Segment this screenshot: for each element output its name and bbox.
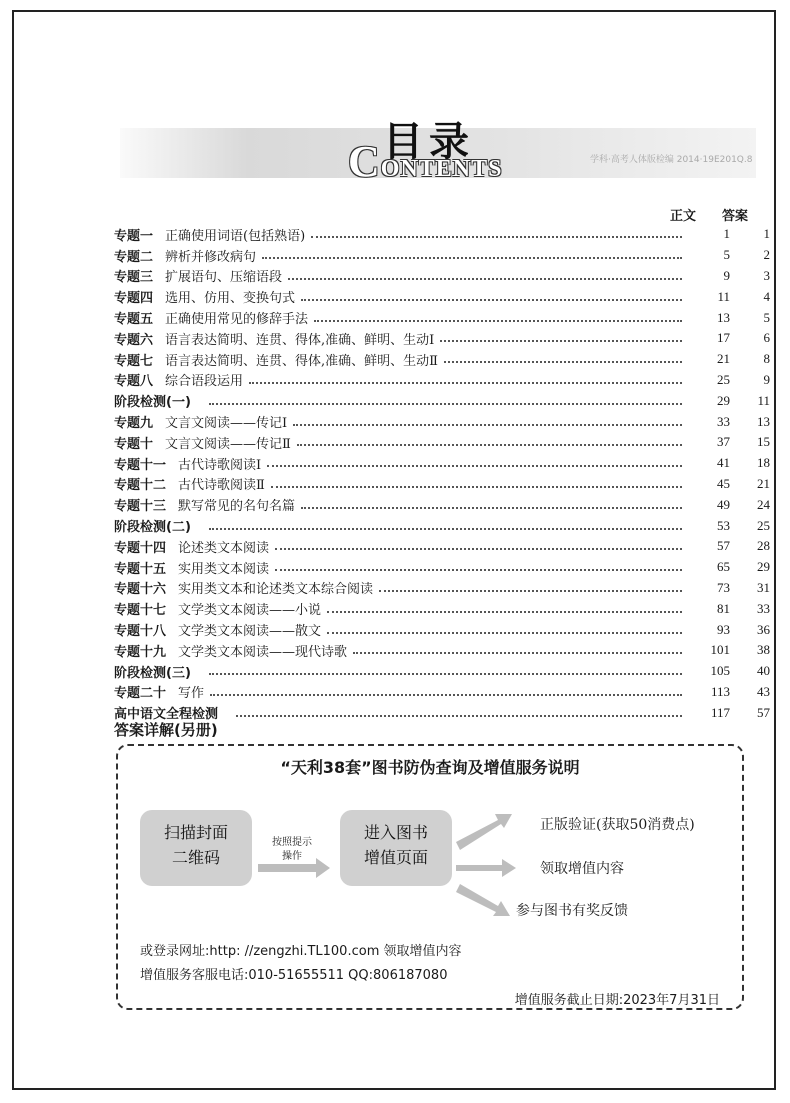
arrow-right-icon [258, 858, 330, 878]
toc-entry-answer-page: 2 [763, 247, 770, 263]
toc-entry-number: 专题一 [114, 228, 154, 244]
scan-step-line: 二维码 [171, 848, 220, 867]
leader-dots [301, 299, 682, 301]
leader-dots [209, 673, 682, 675]
leader-dots [209, 528, 682, 530]
toc-row [114, 245, 770, 266]
leader-dots [209, 403, 682, 405]
toc-row [114, 661, 770, 682]
leader-dots [293, 424, 682, 426]
column-head-main: 正文 [670, 209, 697, 224]
toc-entry-answer-page: 13 [757, 413, 770, 429]
toc-entry-title: 正确使用常见的修辞手法 [165, 312, 309, 328]
toc-entry-answer-page: 31 [757, 579, 770, 595]
toc-entry-answer-page: 38 [757, 642, 770, 658]
toc-row [114, 474, 770, 495]
toc-row [114, 682, 770, 703]
toc-entry-title: 综合语段运用 [165, 374, 244, 390]
toc-entry-answer-page: 24 [757, 496, 770, 512]
toc-entry-title: 实用类文本和论述类文本综合阅读 [178, 582, 374, 598]
toc-row [114, 432, 770, 453]
toc-entry-number: 阶段检测(三) [114, 665, 191, 681]
toc-entry-answer-page: 40 [757, 663, 770, 679]
toc-entry-number: 专题十二 [114, 478, 167, 494]
toc-entry-number: 专题十八 [114, 624, 167, 640]
leader-dots [262, 257, 682, 259]
toc-row [114, 328, 770, 349]
toc-entry-number: 专题二十 [114, 686, 167, 702]
leader-dots [311, 236, 682, 238]
toc-entry-number: 专题三 [114, 270, 154, 286]
toc-entry-number: 专题八 [114, 374, 154, 390]
toc-entry-page: 65 [717, 559, 730, 575]
leader-dots [275, 548, 682, 550]
toc-row [114, 453, 770, 474]
toc-entry-answer-page: 33 [757, 600, 770, 616]
toc-row [114, 619, 770, 640]
toc-entry-title: 扩展语句、压缩语段 [165, 270, 283, 286]
deadline-line: 增值服务截止日期:2023年7月31日 [514, 993, 720, 1008]
toc-entry-page: 57 [717, 538, 730, 554]
toc-entry-answer-page: 9 [763, 371, 770, 387]
hint-line: 按照提示 [272, 837, 312, 848]
enter-step-line: 进入图书 [363, 823, 428, 842]
toc-row [114, 536, 770, 557]
toc-entry-title: 写作 [178, 686, 205, 702]
toc-entry-answer-page: 43 [757, 683, 770, 699]
toc-entry-page: 117 [710, 704, 730, 720]
arrow-up-right-icon [456, 814, 512, 850]
page-subtitle [348, 136, 502, 187]
leader-dots [210, 694, 682, 696]
toc-row [114, 494, 770, 515]
toc-entry-title: 辨析并修改病句 [165, 249, 257, 265]
toc-row [114, 266, 770, 287]
option-feedback: 参与图书有奖反馈 [516, 903, 628, 919]
leader-dots [444, 361, 682, 363]
enter-step-line: 增值页面 [363, 848, 428, 867]
leader-dots [271, 486, 682, 488]
hotline-line: 增值服务客服电话:010-51655511 QQ:806187080 [140, 968, 448, 983]
column-head-answer: 答案 [722, 209, 749, 224]
toc-row [114, 224, 770, 245]
leader-dots [249, 382, 682, 384]
toc-entry-page: 25 [717, 371, 730, 387]
website-line: 或登录网址:http: //zengzhi.TL100.com 领取增值内容 [140, 944, 462, 959]
toc-entry-number: 专题二 [114, 249, 154, 265]
toc-entry-page: 41 [717, 455, 730, 471]
toc-entry-title: 选用、仿用、变换句式 [165, 291, 296, 307]
toc-entry-number: 专题十五 [114, 561, 167, 577]
page-title: 目录 [383, 119, 475, 165]
toc-row [114, 370, 770, 391]
toc-entry-page: 73 [717, 579, 730, 595]
leader-dots [275, 569, 682, 571]
toc-entry-page: 9 [723, 267, 730, 283]
toc-entry-answer-page: 25 [757, 517, 770, 533]
toc-entry-answer-page: 28 [757, 538, 770, 554]
leader-dots [301, 507, 682, 509]
toc-entry-title: 文学类文本阅读——散文 [178, 624, 322, 640]
toc-entry-page: 5 [723, 247, 730, 263]
toc-entry-answer-page: 57 [757, 704, 770, 720]
toc-entry-answer-page: 8 [763, 351, 770, 367]
toc-entry-title: 古代诗歌阅读Ⅱ [178, 478, 265, 494]
toc-entry-page: 21 [717, 351, 730, 367]
toc-row [114, 307, 770, 328]
arrow-down-right-icon [456, 884, 510, 916]
banner-note: 学科·高考人体版检编 2014·19E201Q.8 [590, 155, 753, 165]
toc-entry-page: 29 [717, 392, 730, 408]
table-of-contents [114, 224, 770, 723]
leader-dots [379, 590, 682, 592]
option-content: 领取增值内容 [540, 861, 624, 877]
toc-row [114, 598, 770, 619]
toc-entry-answer-page: 18 [757, 455, 770, 471]
toc-row [114, 349, 770, 370]
toc-entry-title: 实用类文本阅读 [178, 561, 270, 577]
toc-entry-number: 专题十六 [114, 582, 167, 598]
toc-entry-page: 17 [717, 330, 730, 346]
scan-step-line: 扫描封面 [163, 823, 228, 842]
toc-entry-page: 49 [717, 496, 730, 512]
leader-dots [353, 652, 682, 654]
toc-entry-title: 文学类文本阅读——小说 [178, 603, 322, 619]
toc-row [114, 557, 770, 578]
toc-entry-answer-page: 6 [763, 330, 770, 346]
leader-dots [267, 465, 682, 467]
toc-entry-number: 专题十七 [114, 603, 167, 619]
hint-line: 操作 [282, 851, 302, 862]
toc-entry-number: 专题五 [114, 312, 154, 328]
toc-entry-number: 专题七 [114, 353, 154, 369]
toc-entry-title: 文言文阅读——传记Ⅱ [165, 436, 291, 452]
toc-row [114, 578, 770, 599]
toc-entry-answer-page: 11 [757, 392, 770, 408]
toc-entry-answer-page: 5 [763, 309, 770, 325]
toc-entry-title: 论述类文本阅读 [178, 540, 270, 556]
leader-dots [327, 611, 682, 613]
toc-entry-page: 33 [717, 413, 730, 429]
subtitle-initial: C [348, 137, 381, 186]
toc-entry-title: 正确使用词语(包括熟语) [165, 228, 306, 244]
toc-entry-title: 语言表达简明、连贯、得体,准确、鲜明、生动Ⅰ [165, 332, 435, 348]
toc-entry-page: 11 [717, 288, 730, 304]
toc-entry-number: 高中语文全程检测 [114, 707, 219, 723]
toc-entry-title: 语言表达简明、连贯、得体,准确、鲜明、生动Ⅱ [165, 353, 438, 369]
toc-row [114, 640, 770, 661]
leader-dots [440, 340, 682, 342]
toc-entry-title: 文言文阅读——传记Ⅰ [165, 416, 288, 432]
toc-entry-answer-page: 1 [763, 226, 770, 242]
option-verify: 正版验证(获取50消费点) [540, 817, 695, 833]
service-title: “天利38套”图书防伪查询及增值服务说明 [280, 758, 580, 777]
toc-entry-page: 1 [723, 226, 730, 242]
toc-entry-number: 专题十九 [114, 644, 167, 660]
toc-entry-answer-page: 36 [757, 621, 770, 637]
toc-entry-title: 古代诗歌阅读Ⅰ [178, 457, 262, 473]
service-box [116, 744, 744, 1010]
subtitle-rest: ONTENTS [380, 156, 503, 182]
toc-entry-answer-page: 29 [757, 559, 770, 575]
toc-row [114, 515, 770, 536]
toc-entry-number: 专题十三 [114, 499, 167, 515]
toc-entry-answer-page: 3 [763, 267, 770, 283]
toc-entry-page: 53 [717, 517, 730, 533]
toc-row [114, 411, 770, 432]
toc-entry-page: 101 [710, 642, 730, 658]
leader-dots [327, 632, 682, 634]
toc-entry-title: 文学类文本阅读——现代诗歌 [178, 644, 348, 660]
toc-entry-number: 专题十四 [114, 540, 167, 556]
toc-entry-number: 专题六 [114, 332, 154, 348]
toc-entry-page: 81 [717, 600, 730, 616]
toc-entry-page: 45 [717, 475, 730, 491]
toc-entry-page: 105 [710, 663, 730, 679]
arrow-right-icon [456, 859, 516, 877]
toc-row [114, 390, 770, 411]
leader-dots [314, 320, 682, 322]
toc-entry-title: 默写常见的名句名篇 [178, 499, 296, 515]
toc-entry-answer-page: 15 [757, 434, 770, 450]
leader-dots [297, 444, 682, 446]
leader-dots [236, 715, 682, 717]
toc-entry-number: 阶段检测(二) [114, 520, 191, 536]
toc-entry-page: 13 [717, 309, 730, 325]
toc-entry-number: 专题十一 [114, 457, 167, 473]
toc-row [114, 286, 770, 307]
toc-entry-number: 专题九 [114, 416, 154, 432]
toc-entry-answer-page: 4 [763, 288, 770, 304]
toc-entry-page: 113 [710, 683, 730, 699]
toc-entry-number: 专题四 [114, 291, 154, 307]
toc-entry-number: 专题十 [114, 436, 154, 452]
toc-entry-page: 37 [717, 434, 730, 450]
toc-entry-answer-page: 21 [757, 475, 770, 491]
leader-dots [288, 278, 682, 280]
toc-entry-number: 阶段检测(一) [114, 395, 191, 411]
toc-entry-page: 93 [717, 621, 730, 637]
answer-note: 答案详解(另册) [114, 721, 218, 739]
